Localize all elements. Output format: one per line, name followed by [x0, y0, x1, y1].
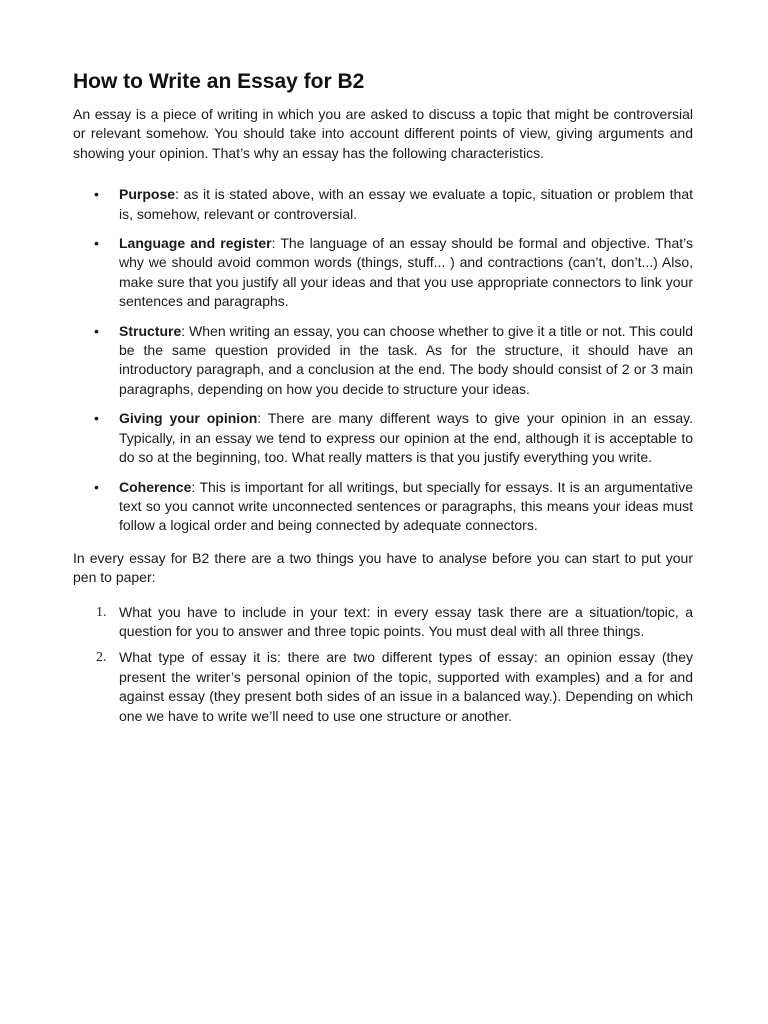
- characteristics-list: [73, 185, 693, 536]
- list-item: [73, 185, 693, 224]
- list-item: [73, 648, 693, 726]
- term-label: Coherence: [119, 478, 192, 495]
- term-description: : This is important for all writings, but specially for essays. It is an argumentative text so you cannot write unconnected sentences or paragraphs, this means your ideas must follow a logical order and being connected by adequate connectors.: [119, 478, 693, 534]
- list-number: 2.: [96, 650, 107, 666]
- list-item: [73, 478, 693, 536]
- bullet-icon: •: [94, 478, 99, 495]
- steps-list: [73, 603, 693, 726]
- bullet-icon: •: [94, 186, 99, 203]
- term-label: Structure: [119, 322, 182, 339]
- term-description: : The language of an essay should be formal and objective. That’s why we should avoid common words (things, stuff... ) and contractions (can’t, don’t...) Also, make sure that you justify all your ideas and that you use appropriate connectors to link your sentences and paragraphs.: [119, 235, 693, 310]
- step-text: What you have to include in your text: in every essay task there are a situation/topic, a question for you to answer and three topic points. You must deal with all three things.: [119, 603, 693, 639]
- document-page: [73, 68, 693, 733]
- bullet-icon: •: [94, 410, 99, 427]
- list-item: [73, 603, 693, 642]
- list-number: 1.: [96, 604, 107, 620]
- term-label: Giving your opinion: [119, 410, 258, 427]
- list-item: [73, 322, 693, 400]
- term-description: : When writing an essay, you can choose whether to give it a title or not. This could be the same question provided in the task. As for the structure, it should have an introductory paragraph, and a conclusion at the end. The body should consist of 2 or 3 main paragraphs, depending on how you decide to structure your ideas.: [119, 322, 693, 397]
- transition-paragraph: In every essay for B2 there are a two things you have to analyse before you can start to put your pen to paper:: [73, 549, 693, 586]
- term-description: : as it is stated above, with an essay we evaluate a topic, situation or problem that is, somehow, relevant or controversial.: [119, 186, 693, 222]
- bullet-icon: •: [94, 322, 99, 339]
- list-item: [73, 409, 693, 467]
- term-label: Language and register: [119, 235, 272, 252]
- term-label: Purpose: [119, 186, 176, 203]
- term-description: : There are many different ways to give your opinion in an essay. Typically, in an essay we tend to express our opinion at the end, although it is acceptable to do so at the beginning, too. What really matters is that you justify everything you write.: [119, 410, 693, 466]
- bullet-icon: •: [94, 235, 99, 252]
- document-title: How to Write an Essay for B2: [73, 70, 365, 93]
- list-item: [73, 234, 693, 312]
- step-text: What type of essay it is: there are two different types of essay: an opinion essay (they present the writer’s personal opinion of the topic, supported with examples) and a for and against essay (they present both sides of an issue in a balanced way.). Depending on which one we have to write we’ll need to use one structure or another.: [119, 649, 693, 724]
- intro-paragraph: An essay is a piece of writing in which you are asked to discuss a topic that might be controversial or relevant somehow. You should take into account different points of view, giving arguments and showing your opinion. That’s why an essay has the following characteristics.: [73, 106, 693, 161]
